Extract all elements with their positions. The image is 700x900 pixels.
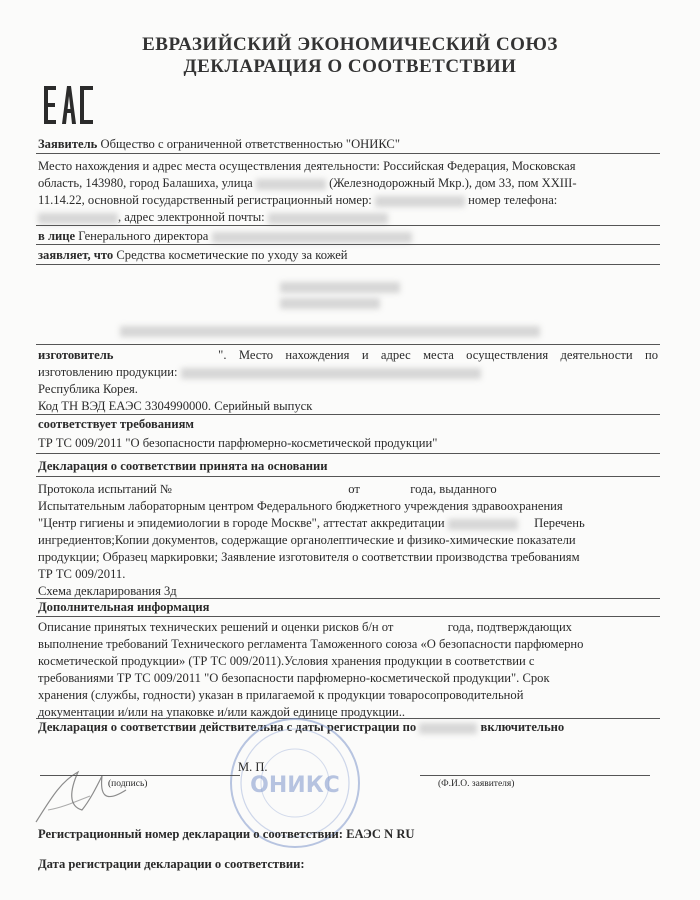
header-union: ЕВРАЗИЙСКИЙ ЭКОНОМИЧЕСКИЙ СОЮЗ	[142, 34, 558, 55]
basis-line-3: "Центр гигиены и эпидемиологии в городе Москве", аттестат аккредитации Перечень	[38, 516, 585, 530]
registration-number: Регистрационный номер декларации о соответствии: ЕАЭС N RU	[38, 827, 415, 841]
redacted-text	[38, 213, 118, 224]
redacted-text	[268, 213, 388, 224]
additional-line-6: документации и/или на упаковке и/или каждой единице продукции..	[38, 705, 406, 719]
divider	[36, 344, 660, 345]
redacted-text	[212, 232, 412, 243]
manufacturer-label: изготовитель	[38, 348, 114, 362]
applicant-address-4: , адрес электронной почты:	[38, 209, 658, 226]
applicant-address-2: область, 143980, город Балашиха, улица (Железнодорожный Мкр.), дом 33, пом XXIII-	[38, 176, 577, 190]
applicant-label: Заявитель	[38, 137, 98, 151]
additional-line-3: косметической продукции» (ТР ТС 009/2011).Условия хранения продукции в соответствии с	[38, 654, 535, 668]
manufacturer-line-2: изготовлению продукции:	[38, 364, 658, 381]
validity-suffix: включительно	[480, 720, 565, 734]
representative-value: Генерального директора	[75, 229, 209, 243]
additional-line-4: требованиями ТР ТС 009/2011 "О безопасности парфюмерно-косметической продукции". Срок	[38, 671, 550, 685]
additional-line-1: Описание принятых технических решений и оценки рисков б/н от года, подтверждающих	[38, 620, 572, 634]
applicant-value: Общество с ограниченной ответственностью "ОНИКС"	[97, 137, 400, 151]
declares-line	[38, 247, 658, 264]
applicant-line	[38, 136, 658, 153]
eac-logo	[42, 84, 96, 126]
divider	[36, 225, 660, 226]
redacted-text	[181, 368, 481, 379]
divider	[36, 244, 660, 245]
manufacturer-line-1: изготовитель ". Место нахождения и адрес места осуществления деятельности по	[38, 348, 658, 362]
registration-date: Дата регистрации декларации о соответствии:	[38, 857, 305, 871]
basis-line-2: Испытательным лабораторным центром Федерального бюджетного учреждения здравоохранения	[38, 499, 563, 513]
basis-line-7: Схема декларирования 3д	[38, 584, 177, 598]
fio-caption: (Ф.И.О. заявителя)	[438, 779, 515, 789]
divider	[36, 264, 660, 265]
declares-label: заявляет, что	[38, 248, 114, 262]
divider	[36, 616, 660, 617]
basis-label: Декларация о соответствии принята на основании	[38, 459, 328, 473]
stamp-place-label: М. П.	[238, 760, 268, 774]
header-declaration: ДЕКЛАРАЦИЯ О СООТВЕТСТВИИ	[183, 56, 517, 77]
compliance-value: ТР ТС 009/2011 "О безопасности парфюмерно-косметической продукции"	[38, 436, 438, 450]
applicant-address-3: 11.14.22, основной государственный регистрационный номер: номер телефона:	[38, 193, 558, 207]
manufacturer-line-4: Код ТН ВЭД ЕАЭС 3304990000. Серийный выпуск	[38, 399, 313, 413]
fio-line	[420, 775, 650, 776]
additional-line-5: хранения (службы, годности) указан в прилагаемой к продукции товаросопроводительной	[38, 688, 524, 702]
basis-line-1: Протокола испытаний № от года, выданного	[38, 482, 497, 496]
redacted-product-list	[60, 280, 620, 340]
redacted-text	[448, 519, 518, 530]
representative-label: в лице	[38, 229, 76, 243]
redacted-text	[256, 179, 326, 190]
representative-line	[38, 228, 658, 245]
basis-line-4: ингредиентов;Копии документов, содержащие органолептические и физико-химические показатели	[38, 533, 576, 547]
redacted-date	[419, 723, 477, 734]
redacted-text	[375, 196, 465, 207]
validity-label: Декларация о соответствии действительна с даты регистрации по	[38, 720, 417, 734]
declares-value: Средства косметические по уходу за кожей	[113, 248, 348, 262]
applicant-address-1: Место нахождения и адрес места осуществления деятельности: Российская Федерация, Московская	[38, 159, 576, 173]
svg-text:ОНИКС: ОНИКС	[250, 773, 340, 798]
manufacturer-line-3: Республика Корея.	[38, 382, 138, 396]
divider	[36, 476, 660, 477]
basis-line-5: продукции; Образец маркировки; Заявление изготовителя о соответствии производства требованиям	[38, 550, 580, 564]
compliance-label: соответствует требованиям	[38, 417, 194, 431]
additional-label: Дополнительная информация	[38, 600, 210, 614]
additional-line-2: выполнение требований Технического регламента Таможенного союза «О безопасности парфюмерно	[38, 637, 584, 651]
divider	[36, 453, 660, 454]
signature-line	[40, 775, 240, 776]
basis-line-6: ТР ТС 009/2011.	[38, 567, 126, 581]
signature-scribble	[30, 760, 140, 830]
divider	[36, 153, 660, 154]
divider	[36, 414, 660, 415]
signature-caption: (подпись)	[108, 779, 148, 789]
